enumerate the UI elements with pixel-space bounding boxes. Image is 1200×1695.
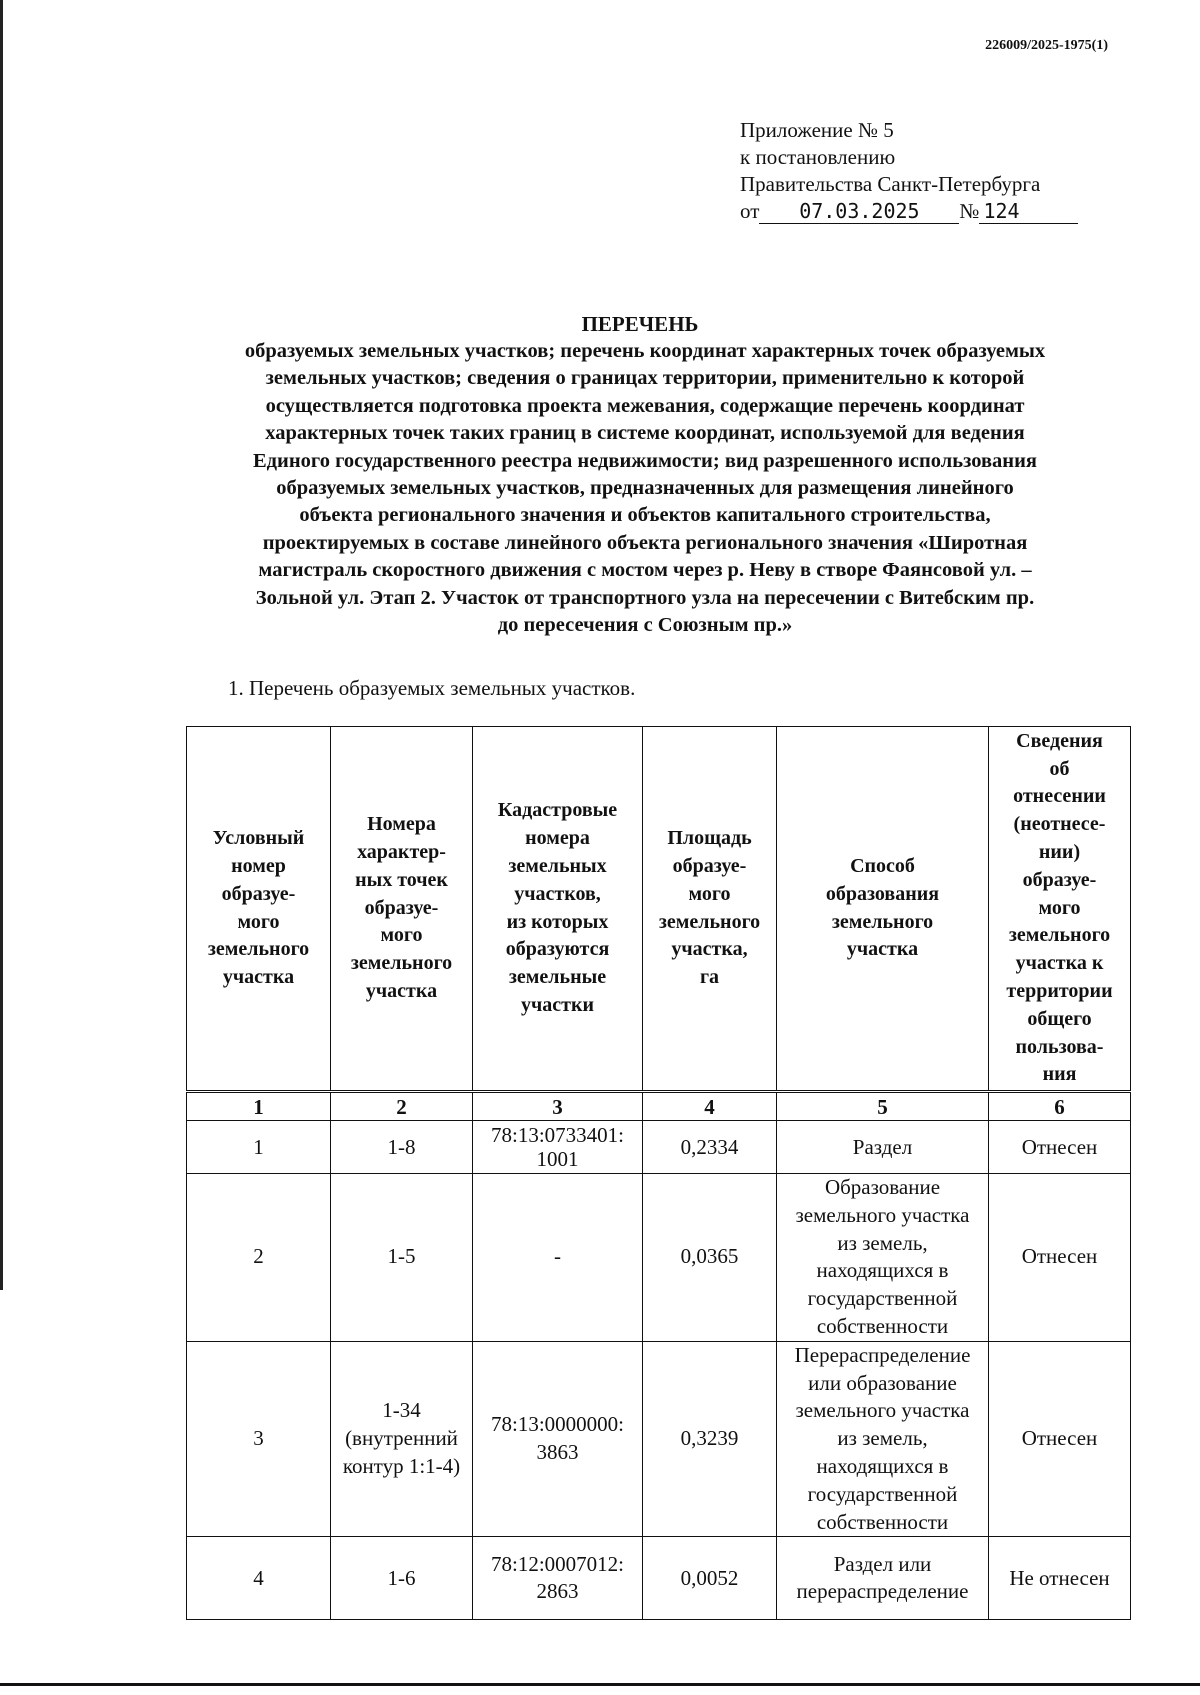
cell-line: (внутренний bbox=[345, 1426, 458, 1451]
cell-line: земельного участка bbox=[795, 1202, 970, 1227]
table-cell bbox=[473, 1121, 643, 1174]
cell-line: образуются bbox=[505, 938, 610, 961]
cell-line: территории bbox=[1006, 979, 1113, 1002]
cell-line: участков, bbox=[514, 882, 601, 905]
table-cell bbox=[331, 1341, 473, 1537]
cell-line: общего bbox=[1027, 1007, 1092, 1030]
column-number-cell: 6 bbox=[989, 1092, 1131, 1121]
cell-line: Сведения bbox=[1016, 729, 1103, 752]
table-cell bbox=[473, 1537, 643, 1620]
scan-left-edge bbox=[0, 0, 3, 1290]
cell-line: земельного участка bbox=[795, 1398, 970, 1423]
cell-line: участки bbox=[520, 993, 595, 1016]
table-cell bbox=[643, 1537, 777, 1620]
cell-line: 1-5 bbox=[387, 1244, 416, 1269]
cell-line: Раздел или bbox=[833, 1552, 932, 1577]
decree-number: 124 bbox=[979, 200, 1078, 224]
scan-bottom-edge bbox=[0, 1683, 1200, 1686]
table-cell bbox=[473, 1341, 643, 1537]
table-cell bbox=[331, 1174, 473, 1342]
cell-line: участка bbox=[222, 966, 295, 989]
cell-line: или образование bbox=[808, 1370, 957, 1395]
cell-line: Условный bbox=[212, 827, 305, 850]
cell-line: земельные bbox=[508, 966, 607, 989]
header-cell bbox=[777, 727, 989, 1092]
column-number-row bbox=[187, 1092, 1131, 1121]
cell-line: Не отнесен bbox=[1009, 1565, 1110, 1590]
appendix-line-3: Правительства Санкт-Петербурга bbox=[740, 172, 1041, 196]
cell-line: Образование bbox=[824, 1175, 941, 1199]
table-row bbox=[187, 1537, 1131, 1620]
cell-line: земельного bbox=[207, 938, 310, 961]
column-number-cell: 1 bbox=[187, 1092, 331, 1121]
cell-line: земельного bbox=[1008, 924, 1111, 947]
cell-line: образования bbox=[825, 882, 940, 905]
cell-line: земельного bbox=[658, 910, 761, 933]
subtitle-line: земельных участков; сведения о границах территории, применительно к которой bbox=[265, 367, 1025, 390]
header-row bbox=[187, 727, 1131, 1092]
table-row bbox=[187, 1174, 1131, 1342]
cell-line: образуе- bbox=[672, 854, 747, 877]
cell-line: 4 bbox=[253, 1565, 264, 1590]
cell-line: отнесении bbox=[1013, 785, 1106, 808]
cell-line: участка bbox=[846, 938, 919, 961]
cell-line: собственности bbox=[816, 1509, 949, 1534]
decree-date: 07.03.2025 bbox=[759, 200, 959, 224]
cell-line: перераспределение bbox=[796, 1579, 969, 1604]
document-title: ПЕРЕЧЕНЬ bbox=[581, 312, 699, 336]
cell-line: земельного bbox=[831, 910, 934, 933]
cell-line: земельных bbox=[508, 854, 607, 877]
cell-line: участка к bbox=[1015, 952, 1104, 975]
cell-line: образуе- bbox=[1022, 868, 1097, 891]
cell-line: участка, bbox=[671, 938, 748, 961]
cell-line: 1-6 bbox=[387, 1565, 416, 1590]
column-number-cell: 2 bbox=[331, 1092, 473, 1121]
cell-line: характер- bbox=[357, 841, 446, 863]
subtitle-line: Единого государственного реестра недвижимости; вид разрешенного использования bbox=[253, 449, 1037, 472]
table-cell bbox=[187, 1341, 331, 1537]
document-id: 226009/2025-1975(1) bbox=[985, 38, 1108, 53]
subtitle-line: магистраль скоростного движения с мостом через р. Неву в створе Фаянсовой ул. – bbox=[258, 559, 1032, 582]
document-subtitle bbox=[160, 338, 1130, 639]
cell-line: - bbox=[554, 1244, 561, 1269]
subtitle-line: объекта регионального значения и объектов капитального строительства, bbox=[299, 504, 991, 527]
cell-line: 78:13:0733401: bbox=[490, 1123, 624, 1147]
table-cell bbox=[331, 1537, 473, 1620]
cell-line: 0,0052 bbox=[680, 1565, 739, 1590]
cell-line: 0,3239 bbox=[680, 1426, 739, 1451]
cell-line: Отнесен bbox=[1021, 1135, 1098, 1159]
cell-line: государственной bbox=[807, 1286, 958, 1311]
cell-line: 78:13:0000000: bbox=[490, 1412, 624, 1437]
table-cell bbox=[643, 1174, 777, 1342]
cell-line: Отнесен bbox=[1021, 1426, 1098, 1451]
section-heading: 1. Перечень образуемых земельных участков. bbox=[228, 676, 636, 700]
cell-line: мого bbox=[1038, 896, 1081, 919]
subtitle-line: проектируемых в составе линейного объекта регионального значения «Широтная bbox=[262, 531, 1028, 554]
header-cell bbox=[331, 727, 473, 1092]
subtitle-line: образуемых земельных участков; перечень координат характерных точек образуемых bbox=[244, 340, 1046, 362]
table-cell bbox=[989, 1174, 1131, 1342]
table-cell bbox=[187, 1121, 331, 1174]
cell-line: участка bbox=[365, 979, 438, 1002]
cell-line: из земель, bbox=[837, 1230, 928, 1255]
appendix-block bbox=[740, 117, 1078, 225]
subtitle-line: образуемых земельных участков, предназначенных для размещения линейного bbox=[276, 477, 1014, 500]
table-cell bbox=[989, 1341, 1131, 1537]
cell-line: Перераспределение bbox=[794, 1342, 971, 1367]
cell-line: образуе- bbox=[221, 882, 296, 905]
cell-line: мого bbox=[688, 882, 731, 905]
land-plots-table bbox=[186, 726, 1131, 1620]
cell-line: из которых bbox=[506, 910, 609, 933]
subtitle-line: характерных точек таких границ в системе координат, используемой для ведения bbox=[265, 422, 1025, 445]
cell-line: находящихся в bbox=[816, 1258, 949, 1283]
table-row bbox=[187, 1121, 1131, 1174]
column-number-cell: 3 bbox=[473, 1092, 643, 1121]
cell-line: нии) bbox=[1038, 841, 1081, 863]
column-number-cell: 5 bbox=[777, 1092, 989, 1121]
subtitle-line: Зольной ул. Этап 2. Участок от транспортного узла на пересечении с Витебским пр. bbox=[255, 586, 1035, 609]
header-cell bbox=[473, 727, 643, 1092]
cell-line: государственной bbox=[807, 1481, 958, 1506]
cell-line: Раздел bbox=[852, 1135, 913, 1159]
cell-line: 3 bbox=[253, 1426, 264, 1451]
table-cell bbox=[643, 1341, 777, 1537]
column-number-cell: 4 bbox=[643, 1092, 777, 1121]
cell-line: 2 bbox=[253, 1244, 264, 1269]
cell-line: земельного bbox=[350, 952, 453, 975]
table-row bbox=[187, 1341, 1131, 1537]
cell-line: ных точек bbox=[355, 868, 448, 891]
cell-line: образуе- bbox=[364, 896, 439, 919]
cell-line: 0,2334 bbox=[680, 1135, 739, 1159]
appendix-date-line bbox=[740, 198, 1078, 225]
subtitle-line: до пересечения с Союзным пр.» bbox=[497, 614, 793, 637]
table-cell bbox=[989, 1537, 1131, 1620]
cell-line: 0,0365 bbox=[680, 1244, 739, 1269]
cell-line: номер bbox=[231, 854, 286, 877]
table-cell bbox=[643, 1121, 777, 1174]
subtitle-line: осуществляется подготовка проекта межевания, содержащие перечень координат bbox=[265, 394, 1025, 417]
cell-line: номера bbox=[525, 827, 590, 850]
cell-line: собственности bbox=[816, 1313, 949, 1338]
cell-line: 78:12:0007012: bbox=[490, 1552, 624, 1577]
cell-line: 1001 bbox=[536, 1147, 579, 1171]
table-cell bbox=[331, 1121, 473, 1174]
header-cell bbox=[187, 727, 331, 1092]
table-cell bbox=[473, 1174, 643, 1342]
cell-line: ния bbox=[1042, 1063, 1077, 1086]
cell-line: об bbox=[1049, 757, 1070, 780]
appendix-line-2: к постановлению bbox=[740, 145, 896, 169]
cell-line: пользова- bbox=[1015, 1035, 1104, 1058]
cell-line: из земель, bbox=[837, 1426, 928, 1451]
cell-line: Номера bbox=[367, 813, 436, 836]
cell-line: Способ bbox=[850, 854, 915, 877]
cell-line: 1 bbox=[253, 1135, 264, 1159]
header-cell bbox=[643, 727, 777, 1092]
cell-line: (неотнесе- bbox=[1013, 813, 1106, 836]
appendix-line-1: Приложение № 5 bbox=[740, 118, 894, 142]
cell-line: 2863 bbox=[536, 1579, 579, 1604]
cell-line: Отнесен bbox=[1021, 1244, 1098, 1269]
table-cell bbox=[187, 1537, 331, 1620]
header-cell bbox=[989, 727, 1131, 1092]
cell-line: 1-34 bbox=[382, 1398, 421, 1423]
cell-line: 3863 bbox=[536, 1440, 579, 1465]
cell-line: мого bbox=[237, 910, 280, 933]
cell-line: Кадастровые bbox=[497, 799, 618, 822]
cell-line: 1-8 bbox=[387, 1135, 416, 1159]
number-prefix: № bbox=[959, 199, 980, 223]
cell-line: Площадь bbox=[667, 827, 752, 850]
table-cell bbox=[187, 1174, 331, 1342]
table-cell bbox=[777, 1341, 989, 1537]
date-prefix: от bbox=[740, 199, 760, 223]
table-cell bbox=[777, 1174, 989, 1342]
cell-line: га bbox=[699, 966, 720, 989]
cell-line: контур 1:1-4) bbox=[342, 1453, 461, 1478]
cell-line: находящихся в bbox=[816, 1453, 949, 1478]
table-cell bbox=[989, 1121, 1131, 1174]
table-cell bbox=[777, 1121, 989, 1174]
cell-line: мого bbox=[380, 924, 423, 947]
table-cell bbox=[777, 1537, 989, 1620]
